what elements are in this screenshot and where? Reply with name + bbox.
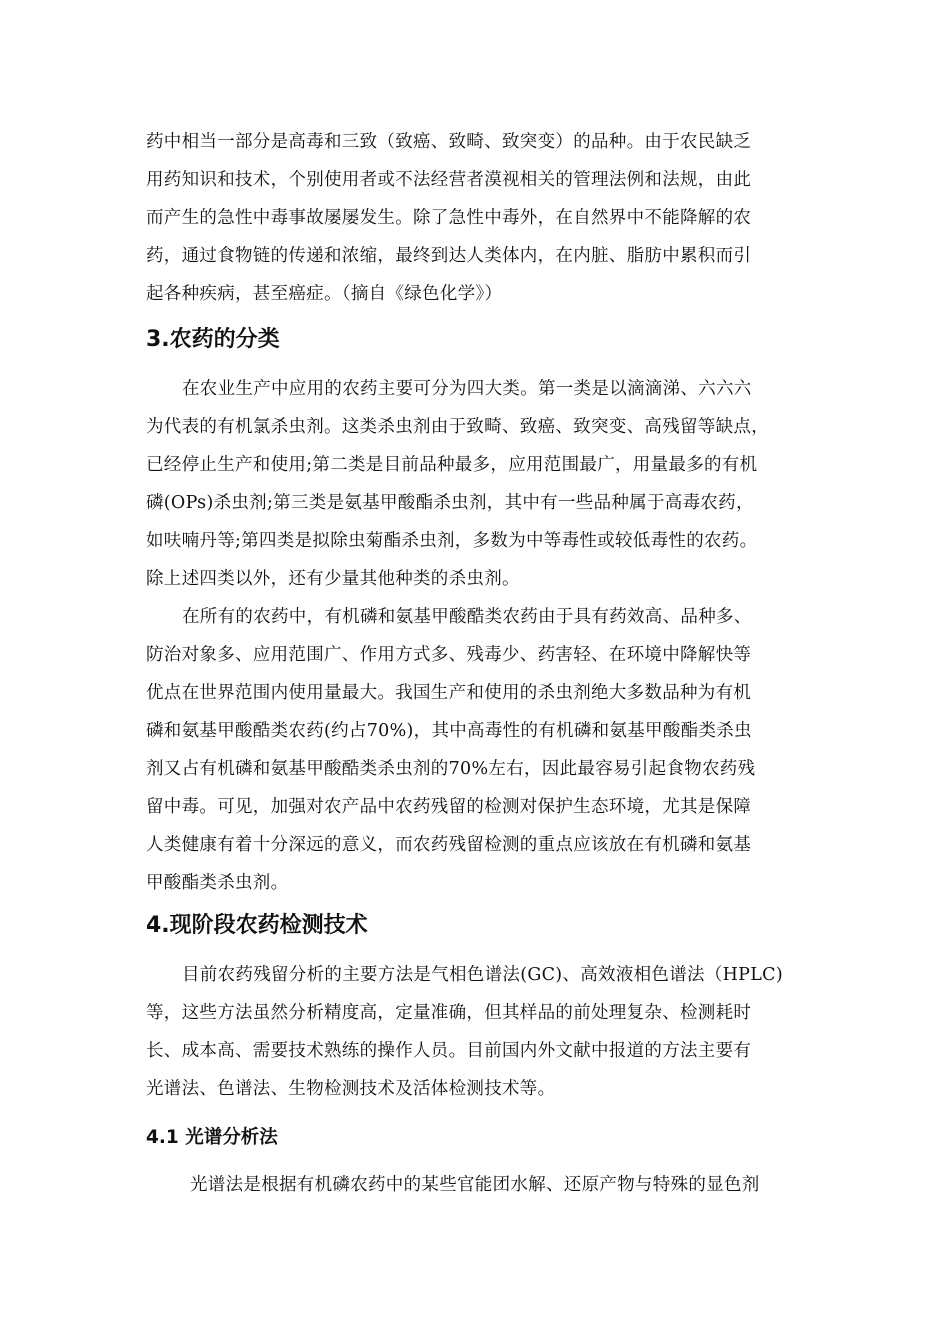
- section-3-para-1-line-5: 如呋喃丹等;第四类是拟除虫菊酯杀虫剂，多数为中等毒性或较低毒性的农药。: [146, 531, 758, 551]
- section-3-para-2-line-3: 优点在世界范围内使用量最大。我国生产和使用的杀虫剂绝大多数品种为有机: [146, 683, 752, 703]
- intro-line-4: 药，通过食物链的传递和浓缩，最终到达人类体内，在内脏、脂肪中累积而引: [146, 246, 752, 266]
- section-3-para-2-line-7: 人类健康有着十分深远的意义，而农药残留检测的重点应该放在有机磷和氨基: [146, 835, 752, 855]
- section-3-para-2-line-5: 剂又占有机磷和氨基甲酸酷类杀虫剂的70%左右，因此最容易引起食物农药残: [146, 759, 756, 779]
- intro-line-1: 药中相当一部分是高毒和三致（致癌、致畸、致突变）的品种。由于农民缺乏: [146, 132, 752, 152]
- section-4-para-1-line-4: 光谱法、色谱法、生物检测技术及活体检测技术等。: [146, 1079, 556, 1099]
- section-3-para-1-line-6: 除上述四类以外，还有少量其他种类的杀虫剂。: [146, 569, 520, 589]
- section-3-para-1-line-4: 磷(OPs)杀虫剂;第三类是氨基甲酸酯杀虫剂，其中有一些品种属于高毒农药，: [146, 493, 754, 513]
- subsection-4-1-heading: 4.1 光谱分析法: [146, 1127, 278, 1148]
- section-3-para-2-line-2: 防治对象多、应用范围广、作用方式多、残毒少、药害轻、在环境中降解快等: [146, 645, 752, 665]
- section-4-heading: 4.现阶段农药检测技术: [146, 913, 368, 938]
- subsection-4-1-line-1: 光谱法是根据有机磷农药中的某些官能团水解、还原产物与特殊的显色剂: [190, 1175, 760, 1195]
- section-3-para-2-line-4: 磷和氨基甲酸酷类农药(约占70%)，其中高毒性的有机磷和氨基甲酸酯类杀虫: [146, 721, 752, 741]
- section-3-para-1-line-3: 已经停止生产和使用;第二类是目前品种最多，应用范围最广，用量最多的有机: [146, 455, 758, 475]
- section-3-para-2-line-1: 在所有的农药中，有机磷和氨基甲酸酷类农药由于具有药效高、品种多、: [182, 607, 752, 627]
- section-3-para-2-line-6: 留中毒。可见，加强对农产品中农药残留的检测对保护生态环境，尤其是保障: [146, 797, 752, 817]
- intro-line-3: 而产生的急性中毒事故屡屡发生。除了急性中毒外，在自然界中不能降解的农: [146, 208, 752, 228]
- section-3-para-2-line-8: 甲酸酯类杀虫剂。: [146, 873, 289, 893]
- intro-line-2: 用药知识和技术，个别使用者或不法经营者漠视相关的管理法例和法规，由此: [146, 170, 752, 190]
- section-4-para-1-line-1: 目前农药残留分析的主要方法是气相色谱法(GC)、高效液相色谱法（HPLC): [182, 965, 783, 985]
- section-3-heading: 3.农药的分类: [146, 327, 280, 352]
- section-4-para-1-line-3: 长、成本高、需要技术熟练的操作人员。目前国内外文献中报道的方法主要有: [146, 1041, 752, 1061]
- section-3-para-1-line-1: 在农业生产中应用的农药主要可分为四大类。第一类是以滴滴涕、六六六: [182, 379, 752, 399]
- section-4-para-1-line-2: 等，这些方法虽然分析精度高，定量准确，但其样品的前处理复杂、检测耗时: [146, 1003, 752, 1023]
- intro-line-5: 起各种疾病，甚至癌症。（摘自《绿色化学》）: [146, 284, 503, 304]
- section-3-para-1-line-2: 为代表的有机氯杀虫剂。这类杀虫剂由于致畸、致癌、致突变、高残留等缺点，: [146, 417, 769, 437]
